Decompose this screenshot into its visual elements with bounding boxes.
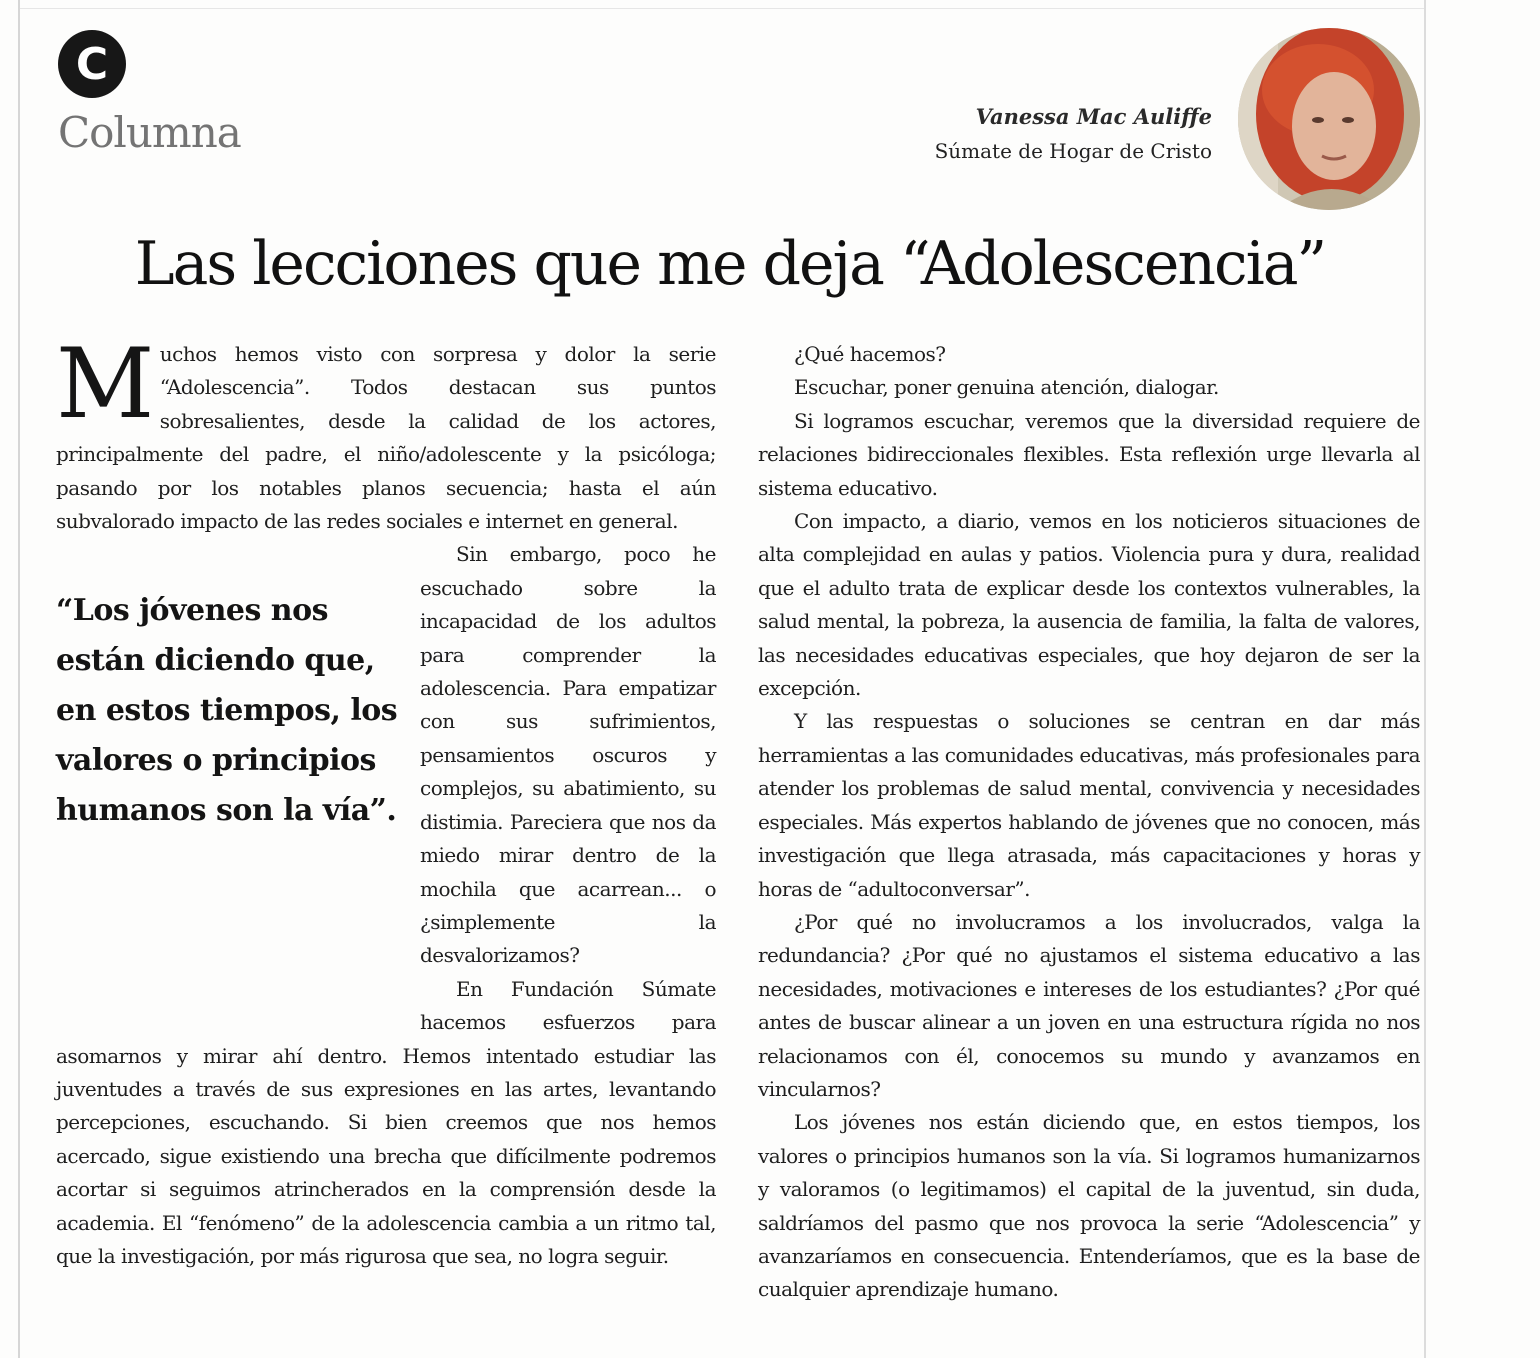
paragraph-7: Y las respuestas o soluciones se centran en dar más herramientas a las comunidades educativas, más profesionales para atender los problemas de salud mental, convivencia y necesidades especiales. Más expertos hablando de jóvenes que no conocen, más investigación que llega atrasada, más capacitaciones y horas y horas de “adultoconversar”.	[758, 709, 1420, 901]
page-top-rule	[20, 8, 1424, 9]
author-photo	[1238, 28, 1420, 210]
byline	[935, 100, 1212, 168]
pullquote: “Los jóvenes nos están diciendo que, en estos tiempos, los valores o principios humanos son la vía”.	[56, 593, 398, 829]
section-label: Columna	[58, 108, 241, 157]
drop-cap: M	[56, 328, 154, 440]
article-column-right	[758, 338, 1420, 1307]
paragraph-8: ¿Por qué no involucramos a los involucrados, valga la redundancia? ¿Por qué no ajustamos el sistema educativo a las necesidades, motivaciones e intereses de los estudiantes? ¿Por qué antes de buscar alinear a un joven en una estructura rígida no nos relacionamos con él, conocemos su mundo y avanzamos en vincularnos?	[758, 909, 1420, 1101]
paragraph-5: Si logramos escuchar, veremos que la diversidad requiere de relaciones bidireccionales flexibles. Esta reflexión urge llevarla al sistema educativo.	[758, 408, 1420, 500]
paragraph-1-text: uchos hemos visto con sorpresa y dolor la serie “Adolescencia”. Todos destacan sus puntos sobresalientes, desde la calidad de los actores, principalmente del padre, el niño/adolescente y la psicóloga; pasando por los notables planos secuencia; hasta el aún subvalorado impacto de las redes sociales e internet en general.	[56, 342, 716, 534]
section-badge-icon: C	[58, 30, 126, 98]
paragraph-6: Con impacto, a diario, vemos en los noticieros situaciones de alta complejidad en aulas y patios. Violencia pura y dura, realidad que el adulto trata de explicar desde los contextos vulnerables, la salud mental, la pobreza, la ausencia de familia, la falta de valores, las necesidades educativas especiales, que hoy dejaron de ser la excepción.	[758, 509, 1420, 701]
page-right-rule	[1424, 0, 1426, 1358]
paragraph-1	[56, 328, 716, 538]
page-left-rule	[18, 0, 20, 1358]
author-organization: Súmate de Hogar de Cristo	[934, 139, 1212, 163]
headline: Las lecciones que me deja “Adolescencia”	[134, 229, 1326, 299]
paragraph-2: Sin embargo, poco he escuchado sobre la incapacidad de los adultos para comprender la adolescencia. Para empatizar con sus sufrimientos, pensamientos oscuros y complejos, su abatimiento, su distimia. Pareciera que nos da miedo mirar dentro de la mochila que acarrean... o ¿simplemente la desvalorizamos?	[420, 542, 716, 968]
paragraph-4: Escuchar, poner genuina atención, dialogar.	[794, 375, 1219, 400]
paragraph-3: En Fundación Súmate hacemos esfuerzos para asomarnos y mirar ahí dentro. Hemos intentado estudiar las juventudes a través de sus expresiones en las artes, levantando percepciones, escuchando. Si bien creemos que nos hemos acercado, sigue existiendo una brecha que difícilmente podremos acortar si seguimos atrincherados en la comprensión desde la academia. El “fenómeno” de la adolescencia cambia a un ritmo tal, que la investigación, por más rigurosa que sea, no logra seguir.	[56, 976, 716, 1268]
author-portrait-illustration	[1238, 28, 1420, 210]
paragraph-9: Los jóvenes nos están diciendo que, en estos tiempos, los valores o principios humanos son la vía. Si logramos humanizarnos y valoramos (o legitimamos) el capital de la juventud, sin duda, saldríamos del pasmo que nos provoca la serie “Adolescencia” y avanzaríamos en consecuencia. Entenderíamos, que es la base de cualquier aprendizaje humano.	[758, 1110, 1420, 1302]
article-column-left	[56, 328, 716, 1273]
pullquote-box	[56, 538, 408, 1018]
author-name: Vanessa Mac Auliffe	[975, 104, 1212, 129]
question-heading: ¿Qué hacemos?	[794, 342, 946, 366]
